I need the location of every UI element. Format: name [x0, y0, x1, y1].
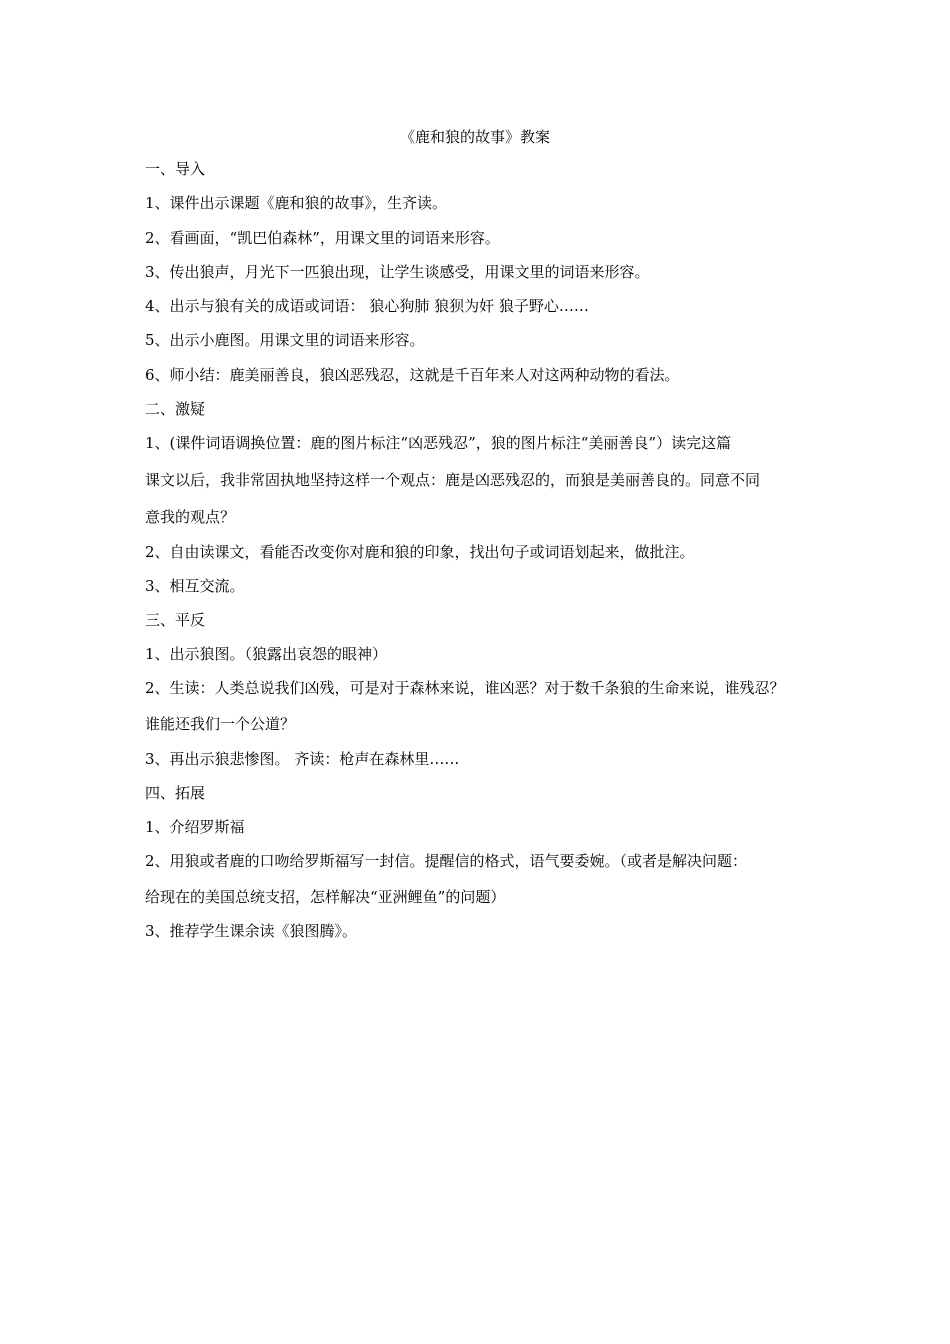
text-line: 1、出示狼图。（狼露出哀怨的眼神） [145, 645, 388, 663]
document-title: 《鹿和狼的故事》教案 [399, 128, 550, 146]
text-line: 2、看画面，“凯巴伯森林”，用课文里的词语来形容。 [145, 229, 500, 247]
text-line: 4、出示与狼有关的成语或词语： 狼心狗肺 狼狈为奸 狼子野心…… [145, 297, 589, 315]
text-line: 1、介绍罗斯福 [145, 818, 245, 836]
text-line: 2、生读：人类总说我们凶残，可是对于森林来说，谁凶恶？对于数千条狼的生命来说，谁残忍？ [145, 679, 785, 697]
text-line: 3、相互交流。 [145, 577, 245, 595]
text-line: 1、课件出示课题《鹿和狼的故事》，生齐读。 [145, 194, 448, 212]
text-line: 3、再出示狼悲惨图。 齐读：枪声在森林里…… [145, 750, 460, 768]
text-line: 6、师小结：鹿美丽善良，狼凶恶残忍，这就是千百年来人对这两种动物的看法。 [145, 366, 680, 384]
text-line: 2、自由读课文，看能否改变你对鹿和狼的印象，找出句子或词语划起来，做批注。 [145, 543, 695, 561]
text-line: 3、传出狼声，月光下一匹狼出现，让学生谈感受，用课文里的词语来形容。 [145, 263, 650, 281]
section-heading-extension: 四、拓展 [145, 784, 206, 802]
section-heading-vindicate: 三、平反 [145, 611, 206, 629]
text-line: 1、(课件词语调换位置：鹿的图片标注“凶恶残忍”，狼的图片标注“美丽善良”）读完这篇 [145, 434, 732, 452]
text-line: 2、用狼或者鹿的口吻给罗斯福写一封信。提醒信的格式，语气要委婉。（或者是解决问题： [145, 852, 748, 870]
text-line: 给现在的美国总统支招，怎样解决“亚洲鲤鱼”的问题） [145, 888, 506, 906]
text-line: 课文以后，我非常固执地坚持这样一个观点：鹿是凶恶残忍的，而狼是美丽善良的。同意不同 [145, 471, 761, 489]
text-line: 3、推荐学生课余读《狼图腾》。 [145, 922, 358, 940]
text-line: 谁能还我们一个公道？ [145, 715, 296, 733]
text-line: 5、出示小鹿图。用课文里的词语来形容。 [145, 331, 425, 349]
section-heading-intro: 一、导入 [145, 160, 206, 178]
section-heading-question: 二、激疑 [145, 400, 206, 418]
text-line: 意我的观点？ [145, 508, 236, 526]
